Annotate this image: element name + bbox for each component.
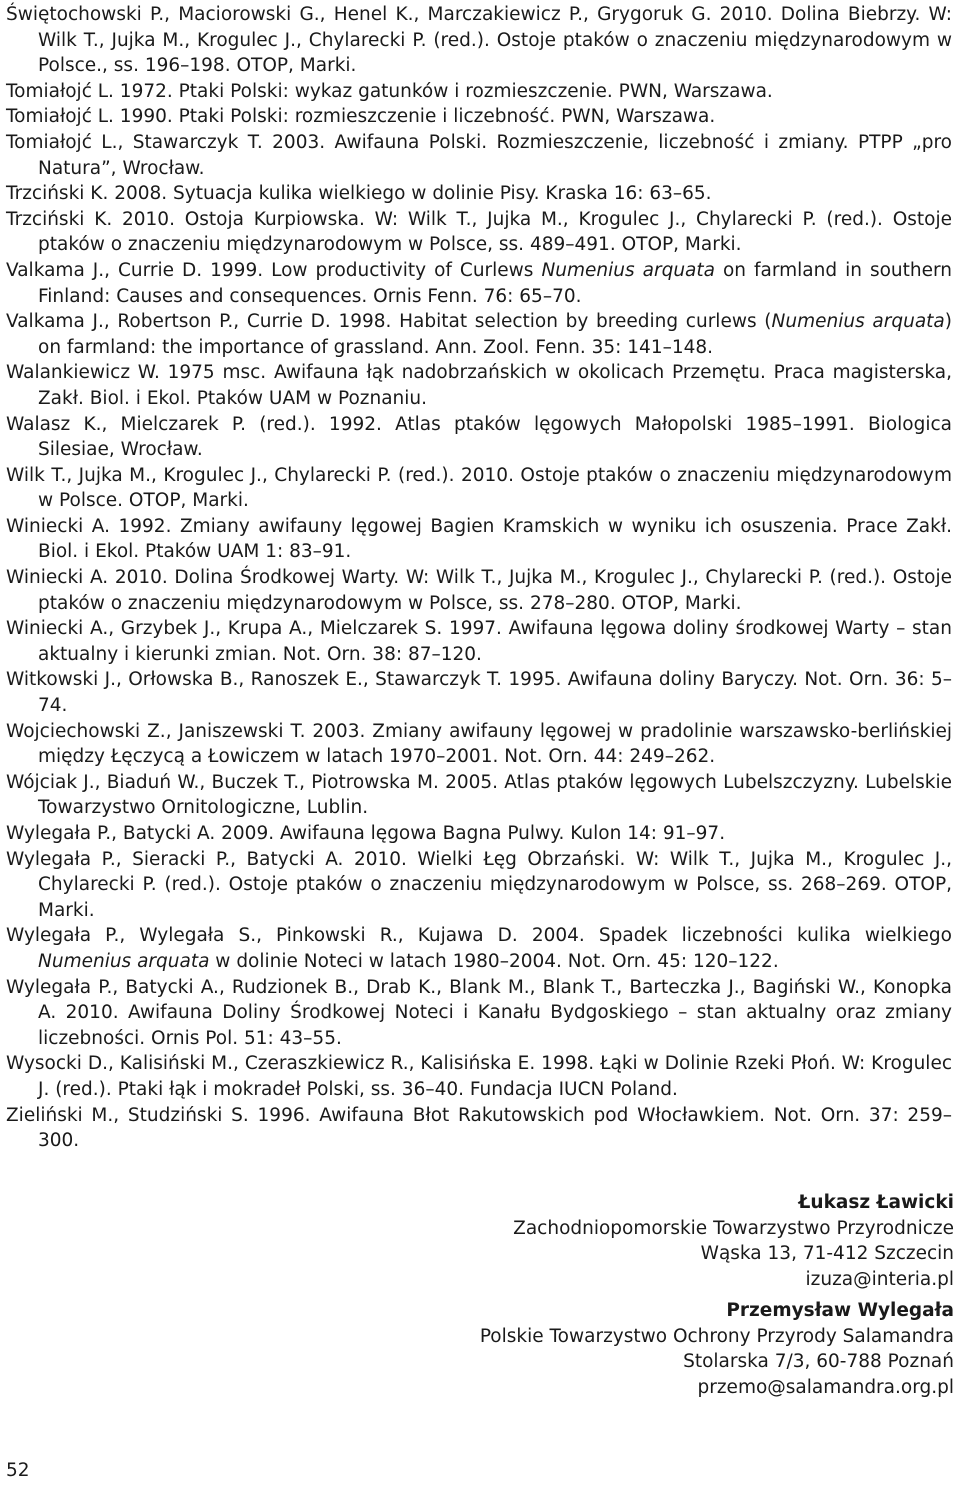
reference-entry [6,975,952,1052]
reference-text: Trzciński K. 2010. Ostoja Kurpiowska. W: Wilk T., Jujka M., Krogulec J., Chylarecki P. (red.). Ostoje ptaków o znaczeniu międzynarodowym w Polsce, ss. 489–491. OTOP, Marki. [6,208,952,256]
reference-text: Witkowski J., Orłowska B., Ranoszek E., Stawarczyk T. 1995. Awifauna doliny Baryczy. Not. Orn. 36: 5–74. [6,669,952,717]
reference-entry [6,463,952,514]
reference-text: Tomiałojć L., Stawarczyk T. 2003. Awifauna Polski. Rozmieszczenie, liczebność i zmiany. PTPP „pro Natura”, Wrocław. [6,131,952,179]
species-name: Numenius arquata [541,259,715,281]
reference-entry [6,79,952,105]
reference-text: Winiecki A., Grzybek J., Krupa A., Mielczarek S. 1997. Awifauna lęgowa doliny środkowej Warty – stan aktualny i kierunki zmian. Not. Orn. 38: 87–120. [6,618,952,665]
reference-text: Winiecki A. 1992. Zmiany awifauny lęgowej Bagien Kramskich w wyniku ich osuszenia. Prace Zakł. Biol. i Ekol. Ptaków UAM 1: 83–91. [6,515,952,563]
reference-text: Zieliński M., Studziński S. 1996. Awifauna Błot Rakutowskich pod Włocławkiem. Not. Orn. 37: 259–300. [6,1104,952,1152]
reference-text: Valkama J., Currie D. 1999. Low productivity of Curlews [6,259,542,281]
reference-text: w dolinie Noteci w latach 1980–2004. Not. Orn. 45: 120–122. [209,950,779,972]
reference-text: Walankiewicz W. 1975 msc. Awifauna łąk nadobrzańskich w okolicach Przemętu. Praca magisterska, Zakł. Biol. i Ekol. Ptaków UAM w Poznaniu. [6,362,952,409]
reference-text: Wójciak J., Biaduń W., Buczek T., Piotrowska M. 2005. Atlas ptaków lęgowych Lubelszczyzny. Lubelskie Towarzystwo Ornitologiczne, Lublin. [6,771,952,819]
author-block-2 [254,1298,954,1400]
reference-text: Valkama J., Robertson P., Currie D. 1998. Habitat selection by breeding curlews ( [6,311,772,333]
reference-entry [6,821,952,847]
reference-text: Walasz K., Mielczarek P. (red.). 1992. Atlas ptaków lęgowych Małopolski 1985–1991. Biologica Silesiae, Wrocław. [6,413,952,461]
reference-text: Wojciechowski Z., Janiszewski T. 2003. Zmiany awifauny lęgowej w pradolinie warszawsko-berlińskiej między Łęczycą a Łowiczem w latach 1970–2001. Not. Orn. 44: 249–262. [6,720,952,768]
reference-text: Trzciński K. 2008. Sytuacja kulika wielkiego w dolinie Pisy. Kraska 16: 63–65. [6,183,712,205]
reference-entry [6,181,952,207]
page-number: 52 [6,1460,30,1481]
reference-entry [6,1103,952,1154]
author-email[interactable]: izuza@interia.pl [805,1268,954,1290]
reference-entry [6,667,952,718]
reference-entry [6,309,952,360]
species-name: Numenius arquata [771,311,945,333]
reference-entry [6,719,952,770]
reference-entry [6,770,952,821]
reference-entry [6,104,952,130]
reference-text: Winiecki A. 2010. Dolina Środkowej Warty. W: Wilk T., Jujka M., Krogulec J., Chylarecki P. (red.). Ostoje ptaków o znaczeniu międzynarodowym w Polsce, ss. 278–280. OTOP, Marki. [6,567,952,614]
reference-entry [6,514,952,565]
reference-text: Tomiałojć L. 1990. Ptaki Polski: rozmieszczenie i liczebność. PWN, Warszawa. [6,106,716,128]
reference-entry [6,130,952,181]
author-organization: Zachodniopomorskie Towarzystwo Przyrodnicze [513,1217,954,1239]
reference-entry [6,1051,952,1102]
reference-text: Świętochowski P., Maciorowski G., Henel K., Marczakiewicz P., Grygoruk G. 2010. Dolina Biebrzy. W: Wilk T., Jujka M., Krogulec J., Chylarecki P. (red.). Ostoje ptaków o znaczeniu międzynarodowym w Polsce., ss. 196–198. OTOP, Marki. [6,4,952,77]
reference-text: Wylegała P., Batycki A., Rudzionek B., Drab K., Blank M., Blank T., Barteczka J., Bagiński W., Konopka A. 2010. Awifauna Doliny Środkowej Noteci i Kanału Bydgoskiego – stan aktualny oraz zmiany liczebności. Ornis Pol. 51: 43–55. [6,976,952,1049]
reference-text: ) on farmland: the importance of grassland. Ann. Zool. Fenn. 35: 141–148. [38,311,952,358]
reference-entry [6,565,952,616]
author-email[interactable]: przemo@salamandra.org.pl [697,1376,954,1398]
reference-text: Wylegała P., Sieracki P., Batycki A. 2010. Wielki Łęg Obrzański. W: Wilk T., Jujka M., Krogulec J., Chylarecki P. (red.). Ostoje ptaków o znaczeniu międzynarodowym w Polsce, ss. 268–269. OTOP, Marki. [6,848,952,921]
reference-entry [6,360,952,411]
reference-text: on farmland in southern Finland: Causes and consequences. Ornis Fenn. 76: 65–70. [38,259,953,307]
species-name: Numenius arquata [38,950,210,972]
author-address: Stolarska 7/3, 60-788 Poznań [683,1351,954,1373]
reference-entry [6,847,952,924]
reference-text: Wylegała P., Batycki A. 2009. Awifauna lęgowa Bagna Pulwy. Kulon 14: 91–97. [6,823,726,844]
reference-entry [6,616,952,667]
reference-text: Wysocki D., Kalisiński M., Czeraszkiewicz R., Kalisińska E. 1998. Łąki w Dolinie Rzeki Płoń. W: Krogulec J. (red.). Ptaki łąk i mokradeł Polski, ss. 36–40. Fundacja IUCN Poland. [6,1053,952,1100]
reference-text: Wylegała P., Wylegała S., Pinkowski R., Kujawa D. 2004. Spadek liczebności kulika wielkiego [6,925,952,947]
reference-entry [6,412,952,463]
reference-entry [6,258,952,309]
author-name: Przemysław Wylegała [726,1300,954,1321]
reference-entry [6,923,952,974]
author-address: Wąska 13, 71-412 Szczecin [700,1243,954,1265]
reference-entry [6,2,952,79]
author-organization: Polskie Towarzystwo Ochrony Przyrody Salamandra [479,1325,954,1347]
author-name: Łukasz Ławicki [798,1192,954,1213]
reference-list [6,2,952,1154]
reference-text: Tomiałojć L. 1972. Ptaki Polski: wykaz gatunków i rozmieszczenie. PWN, Warszawa. [6,80,773,102]
reference-text: Wilk T., Jujka M., Krogulec J., Chylarecki P. (red.). 2010. Ostoje ptaków o znaczeniu międzynarodowym w Polsce. OTOP, Marki. [6,464,952,512]
reference-entry [6,207,952,258]
author-block-1 [254,1190,954,1292]
